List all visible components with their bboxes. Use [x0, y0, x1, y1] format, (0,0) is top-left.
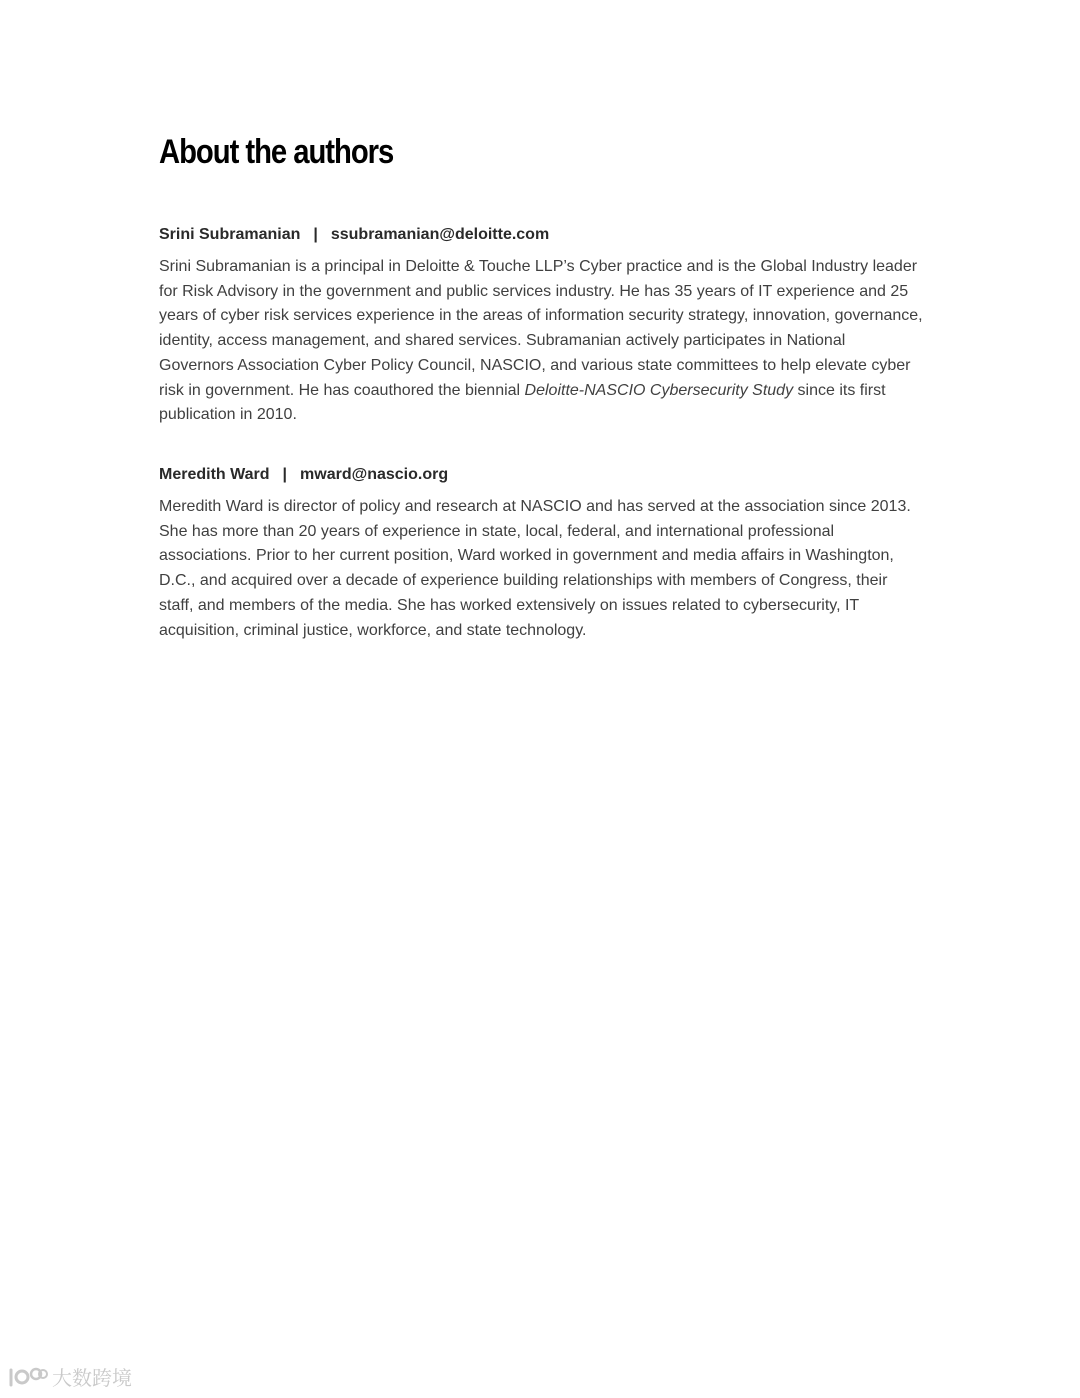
- bio-text: Srini Subramanian is a principal in Deloitte & Touche LLP’s Cyber practice and is the Global Industry leader for Risk Advisory in the government and public services industry. He has 35 years of IT experience and 25 years of cyber risk services experience in the areas of information security strategy, innovation, governance, identity, access management, and shared services. Subramanian actively participates in National Governors Association Cyber Policy Council, NASCIO, and various state committees to help elevate cyber risk in government. He has coauthored the biennial: [159, 258, 923, 399]
- author-header: [159, 224, 924, 246]
- watermark-text: 大数跨境: [52, 1366, 132, 1390]
- separator: |: [313, 226, 318, 243]
- author-section-subramanian: [159, 224, 924, 428]
- page-title: About the authors: [159, 133, 394, 171]
- watermark: [8, 1362, 132, 1391]
- watermark-logo-icon: [8, 1366, 48, 1388]
- bio-italic-title: Deloitte-NASCIO Cybersecurity Study: [524, 381, 794, 399]
- author-name: Srini Subramanian: [159, 226, 301, 243]
- author-bio: Meredith Ward is director of policy and research at NASCIO and has served at the association since 2013. She has more than 20 years of experience in state, local, federal, and international professional associations. Prior to her current position, Ward worked in government and media affairs in Washington, D.C., and acquired over a decade of experience building relationships with members of Congress, their staff, and members of the media. She has worked extensively on issues related to cybersecurity, IT acquisition, criminal justice, workforce, and state technology.: [159, 498, 911, 639]
- author-email: ssubramanian@deloitte.com: [330, 226, 550, 243]
- author-header: [159, 464, 924, 486]
- author-bio: [159, 255, 924, 428]
- separator: |: [282, 466, 288, 483]
- author-section-ward: [159, 464, 924, 643]
- bio-text-end: since its first publication in 2010.: [159, 381, 886, 424]
- author-email: mward@nascio.org: [300, 466, 449, 483]
- author-name: Meredith Ward: [159, 466, 270, 483]
